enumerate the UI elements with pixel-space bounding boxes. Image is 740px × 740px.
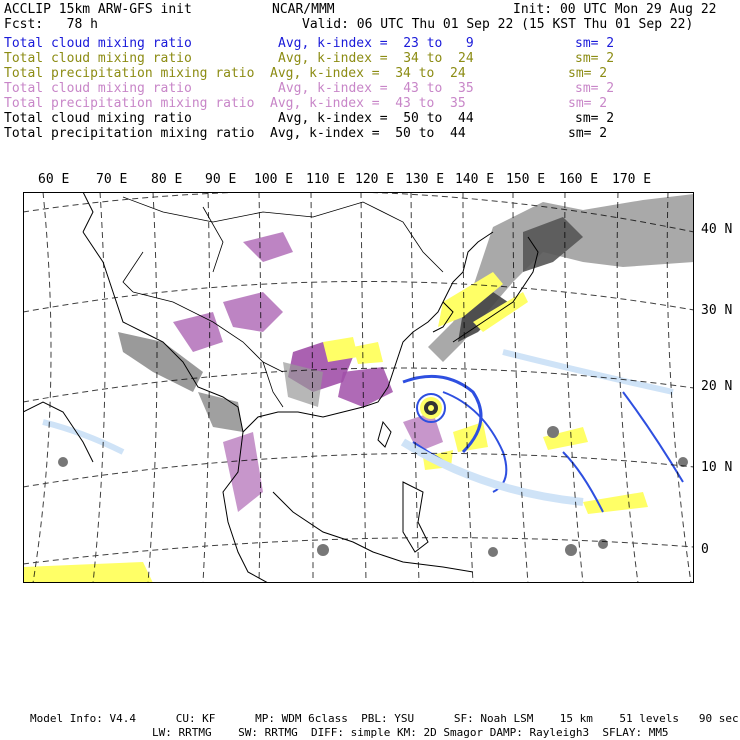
field-sm: sm= 2: [575, 36, 615, 51]
field-name: Total cloud mixing ratio: [4, 81, 192, 96]
field-avg: Avg, k-index = 43 to 35: [278, 81, 474, 96]
lat-label: 10 N: [701, 460, 733, 475]
lat-label: 40 N: [701, 222, 733, 237]
lat-label: 30 N: [701, 303, 733, 318]
lon-label: 60 E: [38, 172, 70, 187]
model-info: Model Info: V4.4 CU: KF MP: WDM 6class PBL: YSU SF: Noah LSM 15 km 51 levels 90 sec: [30, 712, 739, 725]
weather-map: [23, 192, 694, 583]
lat-label: 0: [701, 542, 709, 557]
lon-label: 130 E: [405, 172, 445, 187]
lon-label: 100 E: [254, 172, 294, 187]
field-avg: Avg, k-index = 34 to 24: [270, 66, 466, 81]
lon-label: 80 E: [151, 172, 183, 187]
field-avg: Avg, k-index = 50 to 44: [270, 126, 466, 141]
lon-label: 110 E: [306, 172, 346, 187]
field-sm: sm= 2: [568, 96, 608, 111]
field-name: Total precipitation mixing ratio: [4, 126, 255, 141]
valid-time: Valid: 06 UTC Thu 01 Sep 22 (15 KST Thu 01 Sep 22): [302, 17, 694, 32]
field-name: Total cloud mixing ratio: [4, 111, 192, 126]
field-sm: sm= 2: [568, 66, 608, 81]
field-name: Total precipitation mixing ratio: [4, 66, 255, 81]
field-avg: Avg, k-index = 43 to 35: [270, 96, 466, 111]
model-title: ACCLIP 15km ARW-GFS init: [4, 2, 192, 17]
field-name: Total cloud mixing ratio: [4, 36, 192, 51]
field-sm: sm= 2: [575, 111, 615, 126]
field-avg: Avg, k-index = 23 to 9: [278, 36, 474, 51]
field-name: Total cloud mixing ratio: [4, 51, 192, 66]
lon-label: 70 E: [96, 172, 128, 187]
forecast-hour: Fcst: 78 h: [4, 17, 98, 32]
field-sm: sm= 2: [575, 51, 615, 66]
init-time: Init: 00 UTC Mon 29 Aug 22: [513, 2, 717, 17]
field-name: Total precipitation mixing ratio: [4, 96, 255, 111]
field-sm: sm= 2: [575, 81, 615, 96]
lon-label: 160 E: [559, 172, 599, 187]
field-avg: Avg, k-index = 50 to 44: [278, 111, 474, 126]
typhoon-eye: [417, 394, 445, 422]
lon-label: 150 E: [506, 172, 546, 187]
center-label: NCAR/MMM: [272, 2, 335, 17]
lon-label: 140 E: [455, 172, 495, 187]
lon-label: 120 E: [355, 172, 395, 187]
field-avg: Avg, k-index = 34 to 24: [278, 51, 474, 66]
lat-label: 20 N: [701, 379, 733, 394]
lon-label: 170 E: [612, 172, 652, 187]
model-physics: LW: RRTMG SW: RRTMG DIFF: simple KM: 2D Smagor DAMP: Rayleigh3 SFLAY: MM5: [152, 726, 669, 739]
lon-label: 90 E: [205, 172, 237, 187]
field-sm: sm= 2: [568, 126, 608, 141]
